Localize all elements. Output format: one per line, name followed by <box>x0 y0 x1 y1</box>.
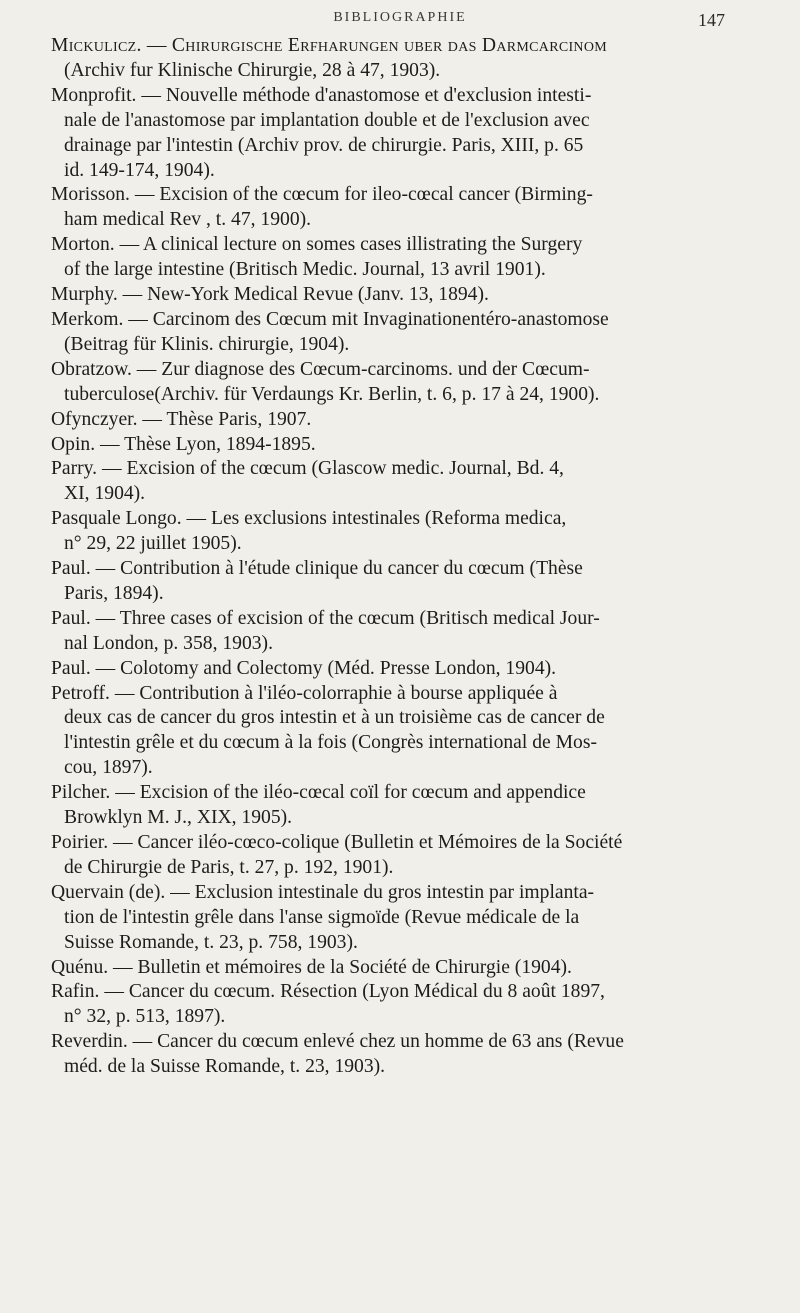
author: Mickulicz. — Chirurgische Erfharungen uber das Darmcarcinom <box>51 35 608 56</box>
bibliography-entry <box>51 84 751 184</box>
bibliography-entry <box>51 607 751 657</box>
bibliography-entry <box>51 283 751 308</box>
bibliography-entry <box>51 1030 751 1080</box>
bibliography-entry <box>51 956 751 981</box>
bibliography-entry <box>51 457 751 507</box>
entry-line: Pasquale Longo. — Les exclusions intestinales (Reforma medica, <box>51 508 567 530</box>
entry-line: (Beitrag für Klinis. chirurgie, 1904). <box>64 333 350 355</box>
entry-line: cou, 1897). <box>64 757 153 779</box>
bibliography-entry <box>51 781 751 831</box>
entry-line <box>51 34 751 59</box>
entry-line: deux cas de cancer du gros intestin et à un troisième cas de cancer de <box>64 707 605 729</box>
entry-line: Morton. — A clinical lecture on somes cases illistrating the Surgery <box>51 234 583 256</box>
entry-line: nale de l'anastomose par implantation double et de l'exclusion avec <box>64 109 590 131</box>
entry-line: Suisse Romande, t. 23, p. 758, 1903). <box>64 931 358 953</box>
entry-line: Paris, 1894). <box>64 582 164 604</box>
bibliography-entry <box>51 408 751 433</box>
bibliography-entry <box>51 881 751 956</box>
bibliography-entry <box>51 657 751 682</box>
entry-line: l'intestin grêle et du cœcum à la fois (Congrès international de Mos- <box>64 732 597 754</box>
bibliography-entry <box>51 233 751 283</box>
entry-line: of the large intestine (Britisch Medic. Journal, 13 avril 1901). <box>64 259 546 281</box>
bibliography-entry <box>51 682 751 782</box>
entry-line: Quénu. — Bulletin et mémoires de la Société de Chirurgie (1904). <box>51 956 572 978</box>
entry-line: Poirier. — Cancer iléo-cœco-colique (Bulletin et Mémoires de la Société <box>51 832 623 853</box>
entry-line: Pilcher. — Excision of the iléo-cœcal coïl for cœcum and appendice <box>51 782 586 804</box>
bibliography-entry <box>51 34 751 84</box>
bibliography-entry <box>51 183 751 233</box>
entry-line: Obratzow. — Zur diagnose des Cœcum-carcinoms. und der Cœcum- <box>51 358 590 380</box>
running-title: BIBLIOGRAPHIE <box>333 10 467 25</box>
bibliography-list <box>51 34 751 1080</box>
entry-line: Ofynczyer. — Thèse Paris, 1907. <box>51 408 312 430</box>
entry-line: Merkom. — Carcinom des Cœcum mit Invaginationentéro-anastomose <box>51 308 609 330</box>
page-header <box>0 10 800 36</box>
entry-line: tuberculose(Archiv. für Verdaungs Kr. Berlin, t. 6, p. 17 à 24, 1900). <box>64 383 600 405</box>
entry-line: Parry. — Excision of the cœcum (Glascow medic. Journal, Bd. 4, <box>51 458 564 480</box>
bibliography-entry <box>51 358 751 408</box>
entry-line: Browklyn M. J., XIX, 1905). <box>64 807 293 829</box>
entry-line: de Chirurgie de Paris, t. 27, p. 192, 1901). <box>64 856 394 878</box>
entry-line: Paul. — Colotomy and Colectomy (Méd. Presse London, 1904). <box>51 657 557 679</box>
bibliography-entry <box>51 507 751 557</box>
entry-line: id. 149-174, 1904). <box>64 159 215 181</box>
entry-line: Quervain (de). — Exclusion intestinale du gros intestin par implanta- <box>51 881 595 903</box>
entry-line: n° 32, p. 513, 1897). <box>64 1006 226 1028</box>
bibliography-entry <box>51 831 751 881</box>
entry-line: méd. de la Suisse Romande, t. 23, 1903). <box>64 1056 386 1078</box>
page-number: 147 <box>698 10 725 30</box>
entry-line: nal London, p. 358, 1903). <box>64 632 273 654</box>
bibliography-entry <box>51 308 751 358</box>
entry-line: Rafin. — Cancer du cœcum. Résection (Lyon Médical du 8 août 1897, <box>51 981 605 1003</box>
entry-line: tion de l'intestin grêle dans l'anse sigmoïde (Revue médicale de la <box>64 906 580 928</box>
entry-line: Reverdin. — Cancer du cœcum enlevé chez un homme de 63 ans (Revue <box>51 1031 624 1053</box>
entry-line: drainage par l'intestin (Archiv prov. de chirurgie. Paris, XIII, p. 65 <box>64 134 584 156</box>
entry-line: n° 29, 22 juillet 1905). <box>64 533 242 555</box>
entry-line: Murphy. — New-York Medical Revue (Janv. 13, 1894). <box>51 284 489 306</box>
bibliography-entry <box>51 433 751 458</box>
entry-line: XI, 1904). <box>64 483 146 505</box>
entry-line: Morisson. — Excision of the cœcum for ileo-cœcal cancer (Birming- <box>51 184 593 206</box>
entry-line: Petroff. — Contribution à l'iléo-colorraphie à bourse appliquée à <box>51 682 558 704</box>
entry-line: ham medical Rev , t. 47, 1900). <box>64 209 312 231</box>
entry-line: Paul. — Three cases of excision of the cœcum (Britisch medical Jour- <box>51 607 600 629</box>
bibliography-entry <box>51 557 751 607</box>
entry-line: Monprofit. — Nouvelle méthode d'anastomose et d'exclusion intesti- <box>51 84 592 106</box>
entry-line: Paul. — Contribution à l'étude clinique du cancer du cœcum (Thèse <box>51 558 583 580</box>
bibliography-entry <box>51 980 751 1030</box>
entry-line: Opin. — Thèse Lyon, 1894-1895. <box>51 433 316 455</box>
entry-line: (Archiv fur Klinische Chirurgie, 28 à 47, 1903). <box>64 59 441 81</box>
